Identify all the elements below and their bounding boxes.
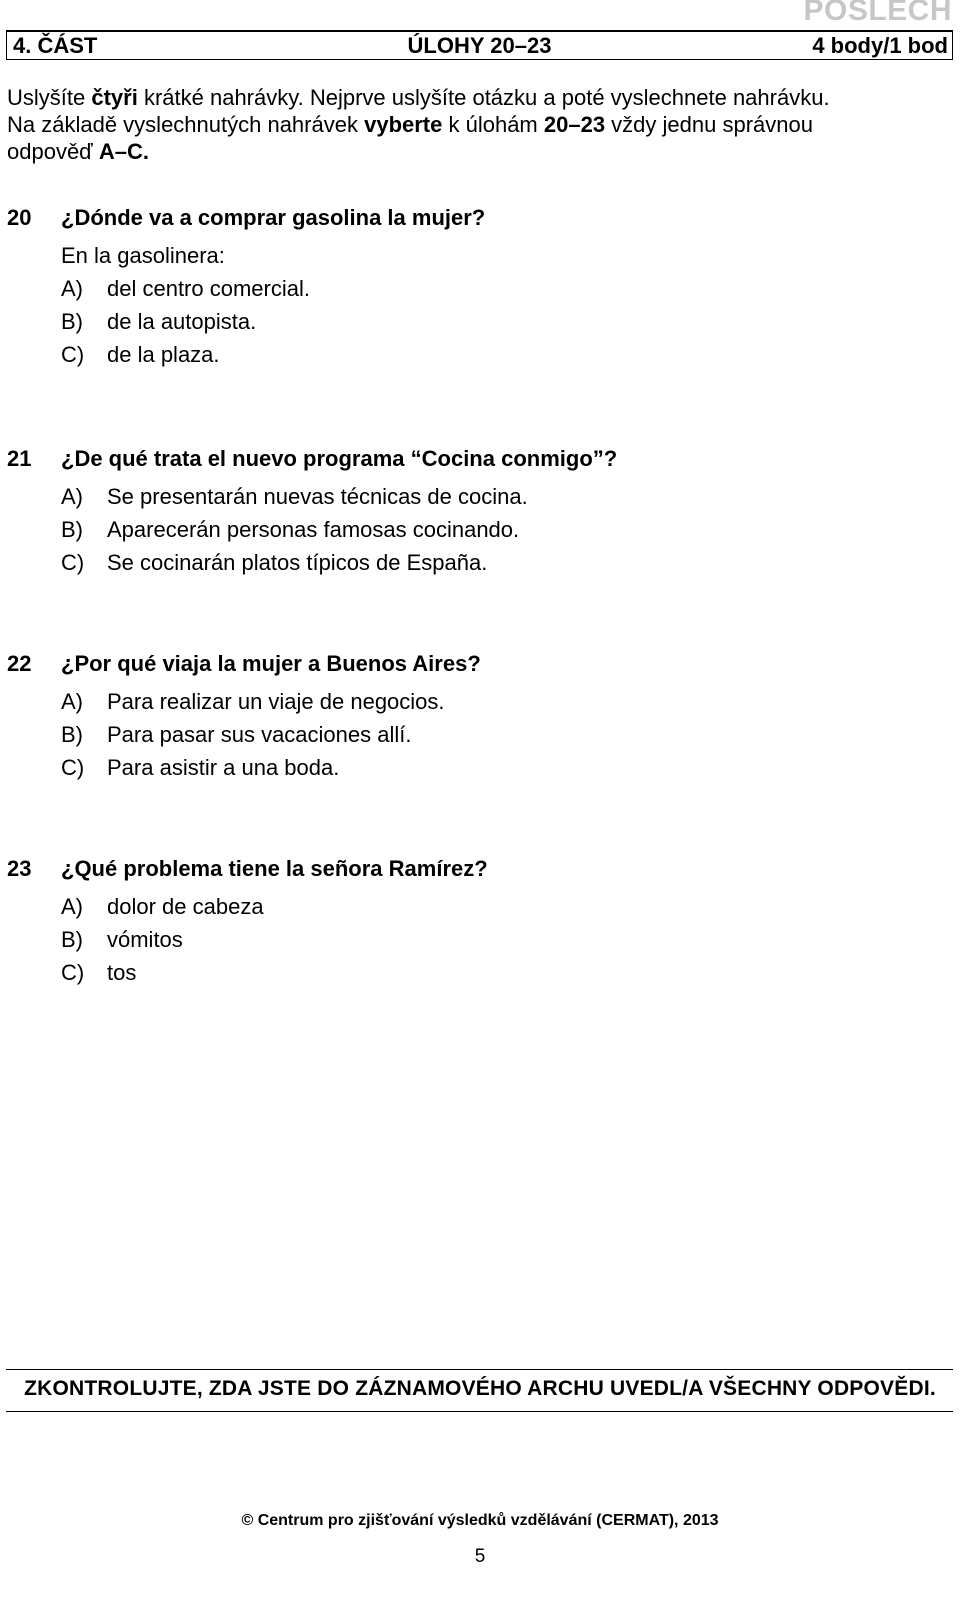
option-letter: C) <box>61 550 85 575</box>
section-label: POSLECH <box>803 0 952 27</box>
option-c[interactable] <box>7 751 937 784</box>
question-heading <box>7 856 937 886</box>
option-c[interactable] <box>7 956 937 989</box>
option-letter: B) <box>61 309 83 334</box>
footer-copyright: © Centrum pro zjišťování výsledků vzdělávání (CERMAT), 2013 <box>241 1512 719 1529</box>
question-number: 23 <box>7 856 32 881</box>
part-title: 4. ČÁST <box>13 32 98 58</box>
question-23 <box>7 856 937 989</box>
question-heading <box>7 205 937 235</box>
option-text: de la autopista. <box>107 309 257 334</box>
option-text: Para pasar sus vacaciones allí. <box>107 722 412 747</box>
option-letter: A) <box>61 894 83 919</box>
text-run: Uslyšíte <box>7 85 92 110</box>
question-text: ¿Qué problema tiene la señora Ramírez? <box>61 856 488 881</box>
instructions-line-2 <box>7 111 937 138</box>
instructions-line-1 <box>7 84 937 111</box>
option-text: tos <box>107 960 137 985</box>
question-text: ¿Dónde va a comprar gasolina la mujer? <box>61 205 486 230</box>
text-run: Na základě vyslechnutých nahrávek <box>7 112 365 137</box>
option-text: Se cocinarán platos típicos de España. <box>107 550 488 575</box>
option-text: Se presentarán nuevas técnicas de cocina. <box>107 484 528 509</box>
option-letter: C) <box>61 960 85 985</box>
text-run-bold: čtyři <box>91 85 138 110</box>
text-run: vždy jednu správnou <box>605 112 813 137</box>
option-a[interactable] <box>7 480 937 513</box>
option-text: Para asistir a una boda. <box>107 755 340 780</box>
option-letter: A) <box>61 276 83 301</box>
text-run: k úlohám <box>442 112 544 137</box>
option-letter: A) <box>61 689 83 714</box>
question-heading <box>7 651 937 681</box>
instructions-line-3 <box>7 138 937 165</box>
points-info: 4 body/1 bod <box>812 32 948 58</box>
option-b[interactable] <box>7 718 937 751</box>
page-number: 5 <box>474 1546 486 1567</box>
option-a[interactable] <box>7 685 937 718</box>
option-b[interactable] <box>7 305 937 338</box>
text-run-bold: 20–23 <box>543 112 606 137</box>
divider-bottom <box>6 1411 953 1412</box>
option-letter: C) <box>61 342 85 367</box>
option-a[interactable] <box>7 272 937 305</box>
option-b[interactable] <box>7 923 937 956</box>
question-heading <box>7 446 937 476</box>
option-letter: A) <box>61 484 83 509</box>
option-text: dolor de cabeza <box>107 894 264 919</box>
text-run-bold: A–C. <box>98 139 149 164</box>
question-stem: En la gasolinera: <box>61 243 225 268</box>
question-21 <box>7 446 937 579</box>
text-run: odpověď <box>7 139 99 164</box>
option-letter: B) <box>61 722 83 747</box>
option-letter: B) <box>61 517 83 542</box>
question-text: ¿Por qué viaja la mujer a Buenos Aires? <box>61 651 481 676</box>
option-text: Aparecerán personas famosas cocinando. <box>107 517 520 542</box>
question-number: 21 <box>7 446 32 471</box>
option-letter: B) <box>61 927 83 952</box>
question-text: ¿De qué trata el nuevo programa “Cocina conmigo”? <box>61 446 618 471</box>
option-b[interactable] <box>7 513 937 546</box>
option-text: de la plaza. <box>107 342 220 367</box>
option-text: Para realizar un viaje de negocios. <box>107 689 445 714</box>
instructions <box>7 84 937 165</box>
option-letter: C) <box>61 755 85 780</box>
option-c[interactable] <box>7 546 937 579</box>
task-range: ÚLOHY 20–23 <box>407 32 552 58</box>
option-a[interactable] <box>7 890 937 923</box>
option-text: vómitos <box>107 927 183 952</box>
check-note: ZKONTROLUJTE, ZDA JSTE DO ZÁZNAMOVÉHO ARCHU UVEDL/A VŠECHNY ODPOVĚDI. <box>24 1377 936 1400</box>
option-text: del centro comercial. <box>107 276 310 301</box>
section-header <box>6 30 953 60</box>
option-c[interactable] <box>7 338 937 371</box>
text-run-bold: vyberte <box>364 112 443 137</box>
text-run: krátké nahrávky. Nejprve uslyšíte otázku a poté vyslechnete nahrávku. <box>137 85 830 110</box>
question-number: 22 <box>7 651 32 676</box>
question-number: 20 <box>7 205 32 230</box>
question-20 <box>7 205 937 371</box>
divider-top <box>6 1369 953 1370</box>
question-22 <box>7 651 937 784</box>
